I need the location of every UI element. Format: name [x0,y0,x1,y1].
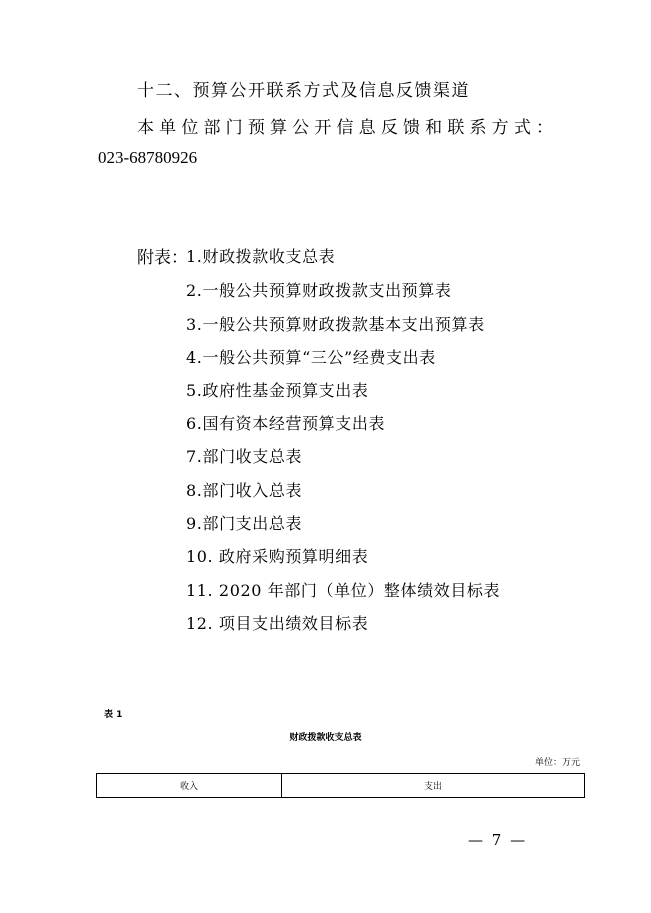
attachment-item: 2.一般公共预算财政拨款支出预算表 [186,281,452,300]
table-title: 财政拨款收支总表 [289,733,362,743]
expenditure-header: 支出 [282,774,585,798]
income-header: 收入 [97,774,282,798]
attachment-item: 3.一般公共预算财政拨款基本支出预算表 [186,315,485,334]
attachment-item: 6.国有资本经营预算支出表 [186,414,386,433]
attachment-item: 12. 项目支出绩效目标表 [186,614,369,633]
table-header-row [97,774,585,798]
attachment-item: 10. 政府采购预算明细表 [186,547,369,566]
attachment-item: 4.一般公共预算“三公”经费支出表 [186,348,436,367]
attachment-item: 9.部门支出总表 [186,514,303,533]
attachment-item: 11. 2020 年部门（单位）整体绩效目标表 [186,581,501,600]
table-number: 表 1 [104,710,123,720]
attachment-item: 5.政府性基金预算支出表 [186,381,369,400]
table-unit: 单位：万元 [534,758,580,768]
finance-summary-table [96,773,585,798]
section-heading: 十二、预算公开联系方式及信息反馈渠道 [137,81,470,101]
contact-text: 本单位部门预算公开信息反馈和联系方式： [137,118,553,138]
attachment-item: 1.财政拨款收支总表 [186,247,336,266]
attachment-item: 8.部门收入总表 [186,481,303,500]
attachments-label: 附表： [137,248,188,268]
contact-phone: 023-68780926 [98,148,198,167]
page-number: — 7 — [468,831,528,849]
attachment-item: 7.部门收支总表 [186,447,303,466]
